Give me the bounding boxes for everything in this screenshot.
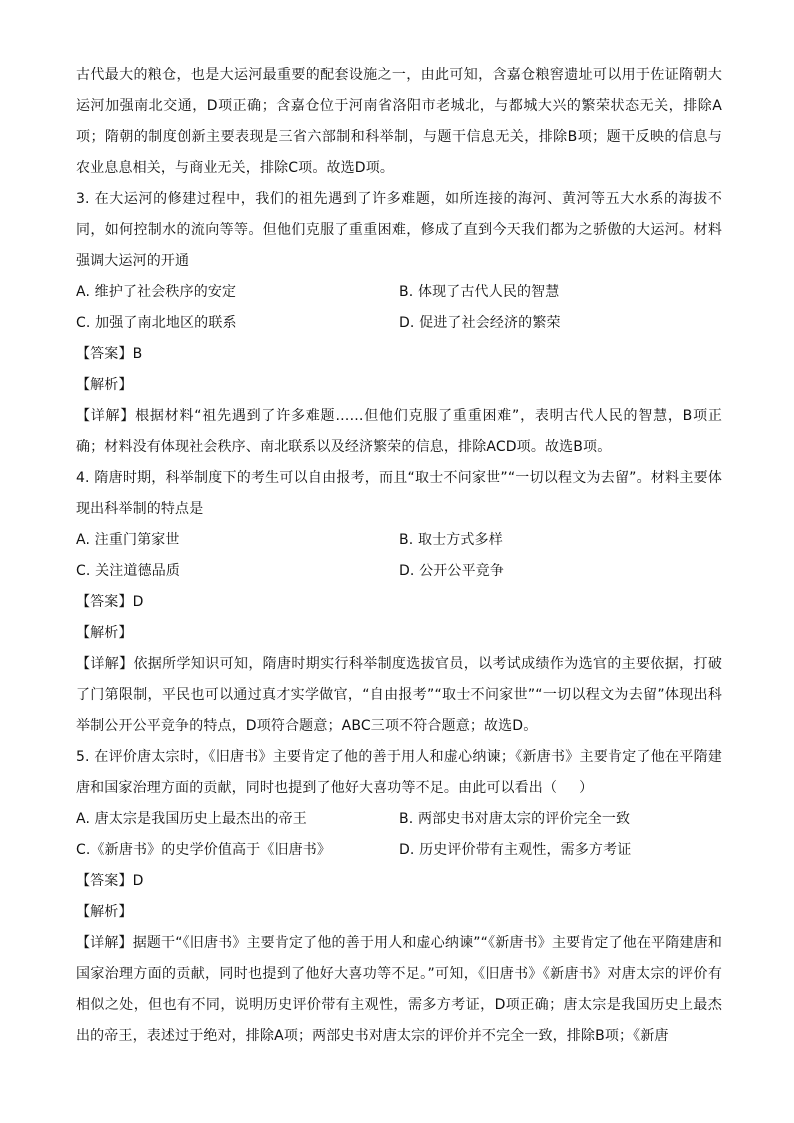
option-c: C. 加强了南北地区的联系	[76, 315, 237, 331]
question-stem-close: ）	[579, 780, 594, 796]
answer-label: 【答案】D	[76, 873, 144, 889]
question-3	[76, 184, 722, 463]
options-list	[76, 804, 722, 866]
option-b: B. 体现了古代人民的智慧	[399, 284, 560, 300]
option-d: D. 促进了社会经济的繁荣	[399, 315, 561, 331]
option-b: B. 两部史书对唐太宗的评价完全一致	[399, 811, 631, 827]
analysis-label: 【解析】	[76, 377, 133, 393]
options-list	[76, 525, 722, 587]
question-stem: 3. 在大运河的修建过程中，我们的祖先遇到了许多难题，如所连接的海河、黄河等五大水系的海拔不同，如何控制水的流向等等。但他们克服了重重困难，修成了直到今天我们都为之骄傲的大运河。材料强调大运河的开通	[76, 191, 722, 269]
detail-explanation: 【详解】依据所学知识可知，隋唐时期实行科举制度选拔官员，以考试成绩作为选官的主要依据，打破了门第限制，平民也可以通过真才实学做官，“自由报考”“取士不问家世”“一切以程文为去留”体现出科举制公开公平竞争的特点，D项符合题意；ABC三项不符合题意；故选D。	[76, 656, 722, 734]
question-stem: 5. 在评价唐太宗时，《旧唐书》主要肯定了他的善于用人和虚心纳谏；《新唐书》主要肯定了他在平隋建唐和国家治理方面的贡献，同时也提到了他好大喜功等不足。由此可以看出（	[76, 749, 722, 796]
analysis-label: 【解析】	[76, 904, 133, 920]
option-a: A. 注重门第家世	[76, 532, 180, 548]
option-b: B. 取士方式多样	[399, 532, 503, 548]
option-c: C. 关注道德品质	[76, 563, 181, 579]
analysis-label: 【解析】	[76, 625, 133, 641]
option-d: D. 公开公平竞争	[399, 563, 505, 579]
option-a: A. 维护了社会秩序的安定	[76, 284, 237, 300]
answer-label: 【答案】B	[76, 346, 143, 362]
option-a: A. 唐太宗是我国历史上最杰出的帝王	[76, 811, 307, 827]
question-4	[76, 463, 722, 742]
answer-label: 【答案】D	[76, 594, 144, 610]
document-body	[76, 60, 722, 1052]
question-stem-wrapper	[76, 742, 722, 804]
option-c: C.《新唐书》的史学价值高于《旧唐书》	[76, 842, 332, 858]
detail-explanation: 【详解】根据材料“祖先遇到了许多难题……但他们克服了重重困难”，表明古代人民的智慧，B项正确；材料没有体现社会秩序、南北联系以及经济繁荣的信息，排除ACD项。故选B项。	[76, 408, 722, 455]
option-d: D. 历史评价带有主观性，需多方考证	[399, 842, 632, 858]
question-stem: 4. 隋唐时期，科举制度下的考生可以自由报考，而且“取士不问家世”“一切以程文为去留”。材料主要体现出科举制的特点是	[76, 470, 722, 517]
options-list	[76, 277, 722, 339]
detail-explanation: 【详解】据题干“《旧唐书》主要肯定了他的善于用人和虚心纳谏”“《新唐书》主要肯定了他在平隋建唐和国家治理方面的贡献，同时也提到了他好大喜功等不足。”可知，《旧唐书》《新唐书》对唐太宗的评价有相似之处，但也有不同，说明历史评价带有主观性，需多方考证，D项正确；唐太宗是我国历史上最杰出的帝王，表述过于绝对，排除A项；两部史书对唐太宗的评价并不完全一致，排除B项；《新唐	[76, 935, 722, 1044]
lead-paragraph: 古代最大的粮仓，也是大运河最重要的配套设施之一，由此可知，含嘉仓粮窖遗址可以用于佐证隋朝大运河加强南北交通，D项正确；含嘉仓位于河南省洛阳市老城北，与都城大兴的繁荣状态无关，排除A项；隋朝的制度创新主要表现是三省六部制和科举制，与题干信息无关，排除B项；题干反映的信息与农业息息相关，与商业无关，排除C项。故选D项。	[76, 67, 722, 176]
question-5	[76, 742, 722, 1052]
